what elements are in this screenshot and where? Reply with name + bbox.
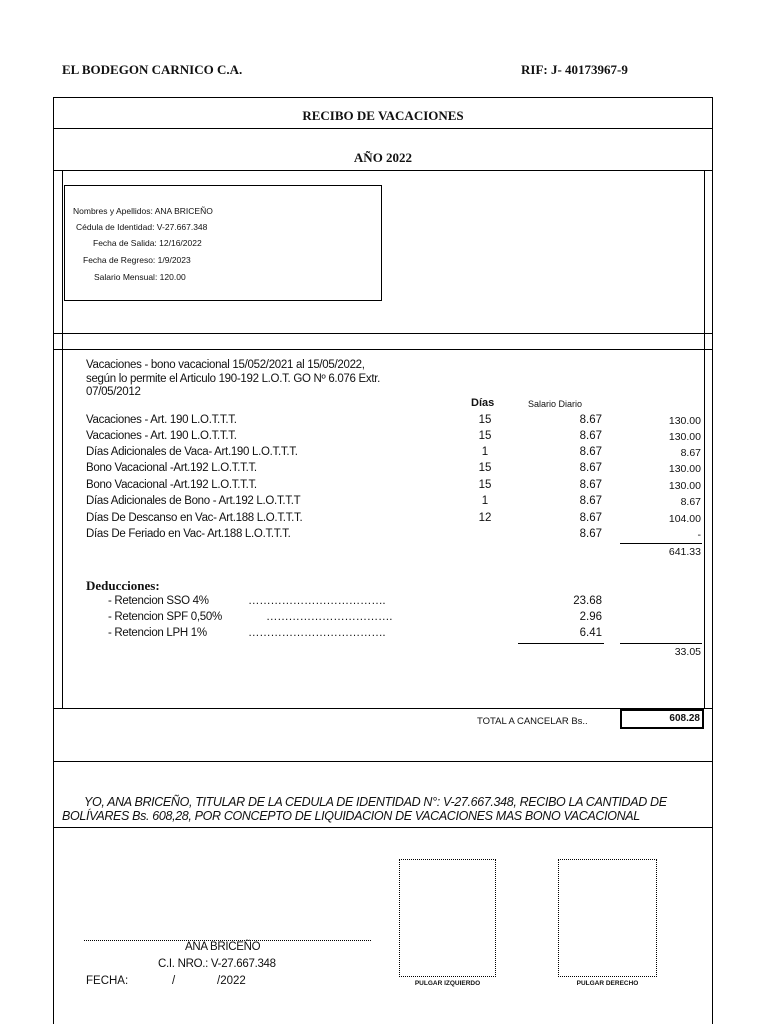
concept-name: Días De Feriado en Vac- Art.188 L.O.T.T.T. [86,528,291,540]
deductions-rule-right [620,643,702,644]
concept-name: Bono Vacacional -Art.192 L.O.T.T.T. [86,462,257,474]
concept-rate: 8.67 [579,462,602,474]
section-divider-2 [53,349,713,350]
daily-salary-column-header: Salario Diario [528,399,583,409]
return-date: Fecha de Regreso: 1/9/2023 [83,255,191,265]
deduction-name: - Retencion SPF 0,50% [108,611,222,623]
left-thumbprint-box [399,859,496,977]
concept-days: 15 [478,479,492,491]
employee-id: Cédula de Identidad: V-27.667.348 [76,222,208,232]
deduction-name: - Retencion LPH 1% [108,627,207,639]
concept-name: Días Adicionales de Vaca- Art.190 L.O.T.T.T. [86,446,298,458]
date-label: FECHA: [86,975,129,987]
monthly-salary: Salario Mensual: 120.00 [94,272,186,282]
concept-amount: 130.00 [668,415,701,427]
concept-amount: - [697,529,701,541]
statement-line-2: BOLÍVARES Bs. 608,28, POR CONCEPTO DE LIQUIDACION DE VACACIONES MAS BONO VACACIONAL [62,809,640,823]
deduction-leader-dots: ……………………………. [266,611,393,623]
company-name: EL BODEGON CARNICO C.A. [62,62,243,77]
subtotal-rule [620,543,702,544]
deduction-name: - Retencion SSO 4% [108,595,209,607]
receipt-year: AÑO 2022 [353,150,413,165]
receipt-title: RECIBO DE VACACIONES [302,108,464,123]
total-value: 608.28 [669,713,700,724]
right-thumbprint-box [558,859,657,977]
total-label: TOTAL A CANCELAR Bs.. [477,716,588,727]
concept-rate: 8.67 [579,528,602,540]
concept-name: Bono Vacacional -Art.192 L.O.T.T.T. [86,479,257,491]
year-divider [53,170,713,171]
date-separator: / [172,975,176,987]
statement-bottom-divider [53,827,713,828]
concept-amount: 130.00 [668,480,701,492]
concept-amount: 8.67 [680,496,701,508]
company-rif: RIF: J- 40173967-9 [521,62,628,77]
total-divider [53,708,713,709]
deductions-total: 33.05 [674,646,701,658]
statement-top-divider [53,761,713,762]
concept-days: 12 [478,512,492,524]
employee-name: Nombres y Apellidos: ANA BRICEÑO [73,206,213,216]
signer-ci: C.I. NRO.: V-27.667.348 [158,958,276,970]
concept-name: Vacaciones - Art. 190 L.O.T.T.T. [86,414,237,426]
concept-days: 1 [481,495,489,507]
concept-rate: 8.67 [579,430,602,442]
concept-name: Días Adicionales de Bono - Art.192 L.O.T.T.T [86,495,301,507]
concept-rate: 8.67 [579,446,602,458]
concept-rate: 8.67 [579,479,602,491]
concept-days: 15 [478,462,492,474]
concept-amount: 130.00 [668,463,701,475]
date-year: /2022 [217,975,246,987]
concept-rate: 8.67 [579,512,602,524]
inner-left-border [62,170,63,708]
concept-amount: 130.00 [668,431,701,443]
deduction-value: 2.96 [579,611,602,623]
concept-days: 15 [478,414,492,426]
concept-amount: 104.00 [668,513,701,525]
period-line-2: según lo permite el Articulo 190-192 L.O.T. GO Nº 6.076 Extr. [86,373,381,385]
concept-days: 15 [478,430,492,442]
signer-name: ANA BRICEÑO [185,941,261,953]
deductions-rule-left [518,643,604,644]
concept-rate: 8.67 [579,414,602,426]
days-column-header: Días [471,397,495,409]
deduction-leader-dots: ………………………………. [248,595,386,607]
right-thumbprint-label: PULGAR DERECHO [576,980,639,987]
deduction-value: 6.41 [579,627,602,639]
title-divider [53,128,713,129]
period-line-1: Vacaciones - bono vacacional 15/052/2021 al 15/05/2022, [86,359,365,371]
deductions-title: Deducciones: [86,578,160,593]
concept-days: 1 [481,446,489,458]
deduction-value: 23.68 [573,595,602,607]
concept-rate: 8.67 [579,495,602,507]
subtotal-amount: 641.33 [668,546,701,558]
section-divider-1 [53,333,713,334]
concept-amount: 8.67 [680,447,701,459]
statement-line-1: YO, ANA BRICEÑO, TITULAR DE LA CEDULA DE IDENTIDAD N°: V-27.667.348, RECIBO LA CANTIDAD DE [84,795,667,809]
concept-name: Vacaciones - Art. 190 L.O.T.T.T. [86,430,237,442]
deduction-leader-dots: ………………………………. [248,627,386,639]
exit-date: Fecha de Salida: 12/16/2022 [93,238,202,248]
period-line-3: 07/05/2012 [86,386,141,398]
left-thumbprint-label: PULGAR IZQUIERDO [414,980,481,987]
concept-name: Días De Descanso en Vac- Art.188 L.O.T.T.T. [86,512,303,524]
inner-right-border [704,170,705,708]
